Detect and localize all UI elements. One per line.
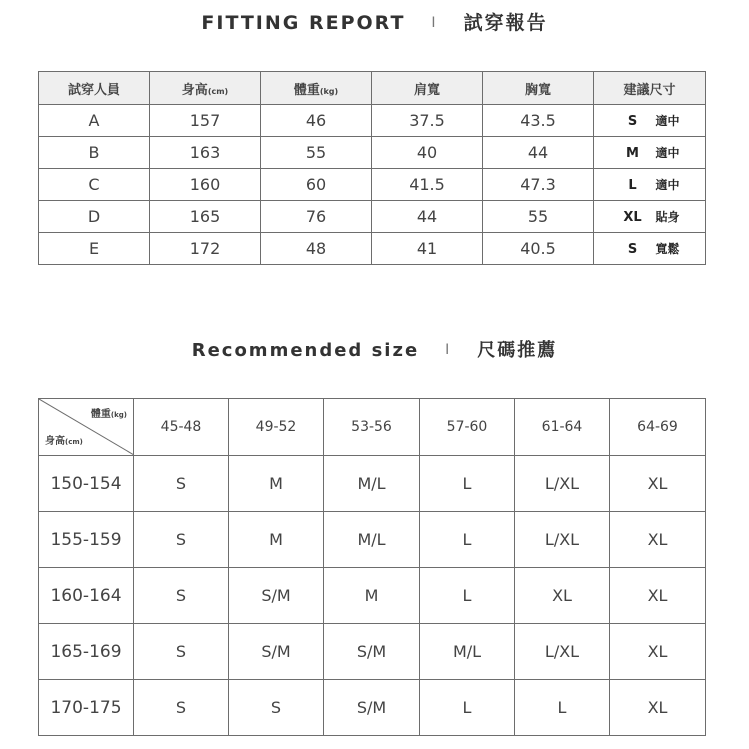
weight-range-header: 53-56 <box>324 399 420 456</box>
size-cell: M/L <box>420 624 515 680</box>
tester-size <box>594 137 706 169</box>
table-row <box>39 137 706 169</box>
tester-shoulder: 44 <box>372 201 483 233</box>
header-weight: 體重(kg) <box>261 72 372 105</box>
fit-description: 貼身 <box>655 210 680 224</box>
size-cell: S <box>134 456 229 512</box>
fitting-report-table <box>38 71 706 265</box>
header-chest: 胸寬 <box>483 72 594 105</box>
fit-description: 寬鬆 <box>655 242 680 256</box>
fitting-report-heading <box>0 8 749 35</box>
tester-shoulder: 37.5 <box>372 105 483 137</box>
tester-size <box>594 105 706 137</box>
size-cell: M <box>229 512 324 568</box>
recommended-size-heading <box>0 336 749 362</box>
tester-weight: 48 <box>261 233 372 265</box>
table-row <box>39 105 706 137</box>
height-range-header: 165-169 <box>39 624 134 680</box>
tester-size <box>594 169 706 201</box>
size-cell: S/M <box>229 568 324 624</box>
table-row <box>39 201 706 233</box>
size-cell: S <box>134 512 229 568</box>
tester-size <box>594 201 706 233</box>
tester-weight: 55 <box>261 137 372 169</box>
size-letter: S <box>627 114 638 129</box>
corner-weight-label: 體重(kg) <box>90 409 127 420</box>
size-cell: L <box>420 456 515 512</box>
tester-chest: 40.5 <box>483 233 594 265</box>
size-cell: XL <box>610 624 706 680</box>
header-shoulder: 肩寬 <box>372 72 483 105</box>
header-tester: 試穿人員 <box>39 72 150 105</box>
recommended-size-title-en: Recommended size <box>191 340 420 361</box>
tester-height: 172 <box>150 233 261 265</box>
weight-header-row <box>39 399 706 456</box>
tester-weight: 60 <box>261 169 372 201</box>
size-cell: L <box>515 680 610 736</box>
tester-shoulder: 40 <box>372 137 483 169</box>
tester-height: 163 <box>150 137 261 169</box>
tester-chest: 44 <box>483 137 594 169</box>
size-cell: M/L <box>324 512 420 568</box>
size-letter: L <box>628 178 637 193</box>
table-row <box>39 624 706 680</box>
header-recommended-size: 建議尺寸 <box>594 72 706 105</box>
size-cell: L/XL <box>515 512 610 568</box>
height-range-header: 150-154 <box>39 456 134 512</box>
unit-cm: (cm) <box>207 86 229 96</box>
size-cell: M/L <box>324 456 420 512</box>
height-range-header: 160-164 <box>39 568 134 624</box>
tester-name: D <box>39 201 150 233</box>
size-cell: XL <box>610 568 706 624</box>
size-cell: XL <box>515 568 610 624</box>
weight-range-header: 61-64 <box>515 399 610 456</box>
corner-header <box>39 399 134 456</box>
size-letter: XL <box>623 210 642 225</box>
tester-shoulder: 41.5 <box>372 169 483 201</box>
size-cell: S/M <box>324 624 420 680</box>
recommended-size-title-zh: 尺碼推薦 <box>477 340 558 361</box>
height-range-header: 170-175 <box>39 680 134 736</box>
tester-chest: 47.3 <box>483 169 594 201</box>
table-row <box>39 456 706 512</box>
size-cell: M <box>229 456 324 512</box>
tester-chest: 55 <box>483 201 594 233</box>
tester-height: 157 <box>150 105 261 137</box>
tester-shoulder: 41 <box>372 233 483 265</box>
table-row <box>39 169 706 201</box>
size-letter: S <box>627 242 638 257</box>
recommended-size-table <box>38 398 706 736</box>
heading-separator: I <box>445 342 452 358</box>
size-cell: XL <box>610 680 706 736</box>
tester-name: A <box>39 105 150 137</box>
tester-weight: 76 <box>261 201 372 233</box>
weight-range-header: 49-52 <box>229 399 324 456</box>
fitting-report-title-zh: 試穿報告 <box>463 12 548 34</box>
size-cell: S/M <box>324 680 420 736</box>
table-row <box>39 512 706 568</box>
weight-range-header: 57-60 <box>420 399 515 456</box>
size-cell: L/XL <box>515 456 610 512</box>
heading-separator: I <box>431 15 438 31</box>
tester-name: C <box>39 169 150 201</box>
tester-name: B <box>39 137 150 169</box>
size-cell: XL <box>610 512 706 568</box>
weight-range-header: 64-69 <box>610 399 706 456</box>
tester-weight: 46 <box>261 105 372 137</box>
height-range-header: 155-159 <box>39 512 134 568</box>
size-cell: M <box>324 568 420 624</box>
size-cell: L/XL <box>515 624 610 680</box>
weight-range-header: 45-48 <box>134 399 229 456</box>
size-cell: L <box>420 568 515 624</box>
header-height: 身高(cm) <box>150 72 261 105</box>
size-cell: S <box>229 680 324 736</box>
size-cell: S <box>134 680 229 736</box>
size-cell: XL <box>610 456 706 512</box>
tester-height: 165 <box>150 201 261 233</box>
table-row <box>39 233 706 265</box>
tester-height: 160 <box>150 169 261 201</box>
size-cell: L <box>420 680 515 736</box>
unit-kg: (kg) <box>319 86 339 96</box>
fit-description: 適中 <box>655 146 680 160</box>
table-row <box>39 680 706 736</box>
fitting-header-row <box>39 72 706 105</box>
size-cell: S/M <box>229 624 324 680</box>
tester-chest: 43.5 <box>483 105 594 137</box>
fit-description: 適中 <box>655 114 680 128</box>
corner-height-label: 身高(cm) <box>45 436 83 447</box>
table-row <box>39 568 706 624</box>
tester-size <box>594 233 706 265</box>
fit-description: 適中 <box>655 178 680 192</box>
size-cell: S <box>134 624 229 680</box>
size-cell: L <box>420 512 515 568</box>
size-letter: M <box>626 146 639 161</box>
tester-name: E <box>39 233 150 265</box>
size-cell: S <box>134 568 229 624</box>
fitting-report-title-en: FITTING REPORT <box>201 12 406 34</box>
